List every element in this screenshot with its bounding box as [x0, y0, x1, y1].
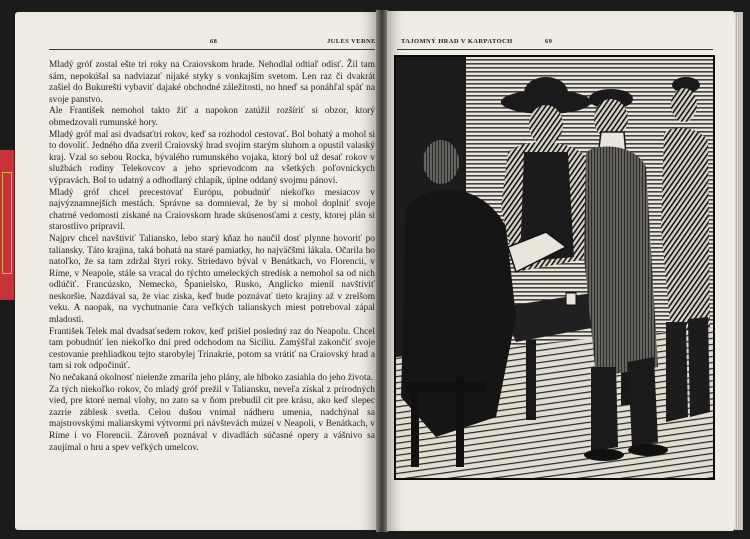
paragraph: František Telek mal dvadsaťsedem rokov, keď prišiel posledný raz do Neapolu. Chcel tam pobudnúť len niekoľko dní pred odchodom na Sicíliu. Zamýšľal zakončiť svoje cestovanie prehliadkou tejto starobylej Trinakrie, potom sa vrátiť na Craiovský hrad a tam si rok odpočinúť.	[49, 326, 375, 372]
left-page-text	[49, 60, 375, 454]
right-page	[387, 11, 735, 531]
right-header-rule	[397, 49, 713, 50]
cover-gold-trim	[2, 172, 12, 274]
right-running-head: TAJOMNÝ HRAD V KARPATOCH	[401, 38, 513, 45]
page-edges	[735, 12, 743, 530]
left-header-rule	[49, 49, 375, 50]
right-page-number: 69	[545, 38, 553, 45]
book-cover-edge	[0, 150, 16, 300]
left-page	[15, 12, 377, 530]
illustration-image	[396, 57, 713, 478]
paragraph: Za tých niekoľko rokov, čo mladý gróf prežil v Taliansku, neveľa získal z prírodných vied, pre ktoré nemal vlohy, no zato sa v ňom prebudil cit pre krásu, ako keď slepec zazrie záblesk svetla. Celou dušou vnímal nádheru umenia, nadchýnal sa majstrovskými maliarskymi výtvormi pri návštevách múzeí v Neapoli, v Benátkach, v Ríme i vo Florencii. Zároveň poznával v divadlách súčasné opery a vášnivo sa zaujímal o hru a spev veľkých umelcov.	[49, 384, 375, 453]
paragraph: Mladý gróf mal asi dvadsaťtri rokov, keď sa rozhodol cestovať. Bol bohatý a mohol si to dovoliť. Jedného dňa zveril Craiovský hrad svojim starým sluhom a opustil valaský kraj. Vzal so sebou Rocka, bývalého rumunského vojaka, ktorý bol už desať rokov v službách rodiny Telekovcov a jeho sprievodcom na všetkých poľovníckych výpravách. Bol to udatný a odhodlaný chlapík, úplne oddaný svojmu pánovi.	[49, 129, 375, 186]
left-running-head: JULES VERNE	[327, 38, 376, 45]
woodcut-illustration	[394, 55, 715, 480]
paragraph: Mladý gróf zostal ešte tri roky na Craiovskom hrade. Nehodlal odtiaľ odísť. Žil tam sám, nepokúšal sa nadviazať nijaké styky s vonkajším svetom. Len raz či dvakrát zašiel do Bukurešti vybaviť dajaké obchodné záležitosti, no hneď sa ponáhľal späť na svoje panstvo.	[49, 60, 375, 105]
paragraph: No nečakaná okolnosť nielenže zmarila jeho plány, ale hlboko zasiahla do jeho života.	[49, 373, 374, 384]
left-page-number: 68	[210, 38, 218, 45]
paragraph: Ale František nemohol takto žiť a napokon zatúžil rozšíriť si obzor, ktorý obmedzovali rumunské hory.	[49, 106, 375, 128]
paragraph: Najprv chcel navštíviť Taliansko, lebo starý kňaz ho naučil dosť plynne hovoriť po taliansky. Táto krajina, taká bohatá na staré pamiatky, ho najväčšmi lákala. Očarila ho natoľko, že sa tam zdržal štyri roky. Striedavo býval v Benátkach, vo Florencii, v Ríme, v Neapole, stále sa vracal do týchto umeleckých stredísk a nemohol sa od nich odlúčiť. Francúzsko, Nemecko, Španielsko, Rusko, Anglicko mienil navštíviť neskoršie. Nazdával sa, že viac získa, keď bude poznávať tieto krajiny až v zrelšom veku. A naopak, na vychutnanie čara veľkých talianskych miest potreboval zápal mladosti.	[49, 233, 375, 326]
paragraph: Mladý gróf chcel precestovať Európu, pobudnúť niekoľko mesiacov v najvýznamnejších mestách. Správne sa domnieval, že by si mohol doplniť svoje chatrné vedomosti získané na Craiovskom hrade skúsenosťami z cesty, ktorej plán si starostlivo pripravil.	[49, 187, 375, 233]
